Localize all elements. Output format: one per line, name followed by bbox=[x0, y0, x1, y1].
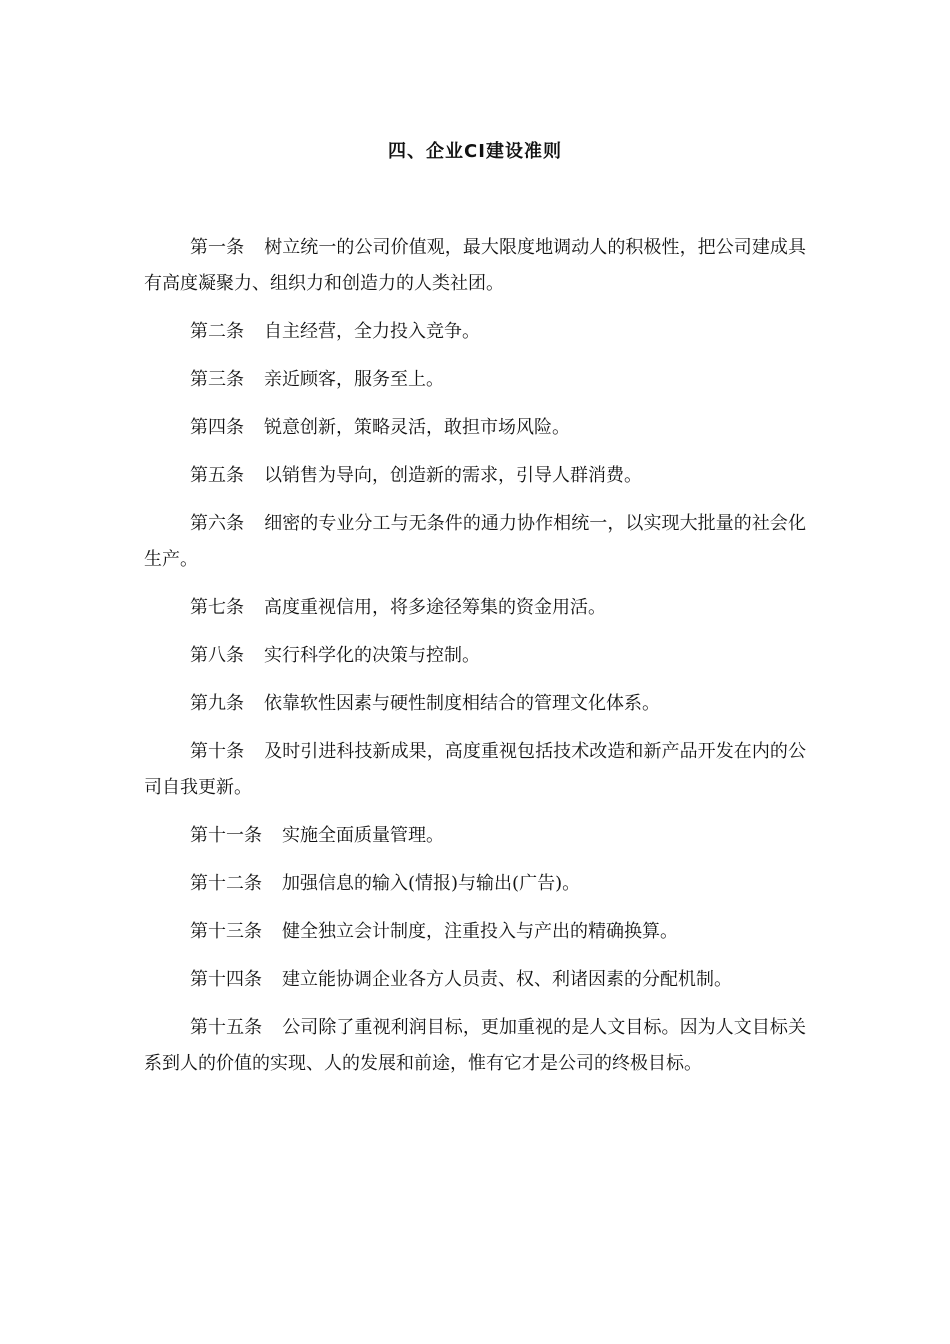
article-text: 树立统一的公司价值观，最大限度地调动人的积极性，把公司建成具有高度凝聚力、组织力和创造力的人类社团。 bbox=[144, 237, 806, 294]
article-number: 第四条 bbox=[190, 417, 244, 438]
article-number: 第八条 bbox=[190, 645, 244, 666]
article-number: 第十条 bbox=[190, 741, 245, 762]
article-text: 公司除了重视利润目标，更加重视的是人文目标。因为人文目标关系到人的价值的实现、人的发展和前途，惟有它才是公司的终极目标。 bbox=[144, 1017, 806, 1074]
article-text: 健全独立会计制度，注重投入与产出的精确换算。 bbox=[282, 921, 678, 942]
article-11 bbox=[144, 818, 806, 854]
article-text: 实施全面质量管理。 bbox=[282, 825, 444, 846]
article-9 bbox=[144, 686, 806, 722]
article-10 bbox=[144, 734, 806, 806]
article-number: 第二条 bbox=[190, 321, 244, 342]
article-6 bbox=[144, 506, 806, 578]
document-title: 四、企业CI建设准则 bbox=[388, 141, 562, 162]
article-number: 第三条 bbox=[190, 369, 244, 390]
article-14 bbox=[144, 962, 806, 998]
article-number: 第九条 bbox=[190, 693, 244, 714]
article-15 bbox=[144, 1010, 806, 1082]
article-2 bbox=[144, 314, 806, 350]
article-text: 细密的专业分工与无条件的通力协作相统一，以实现大批量的社会化生产。 bbox=[144, 513, 806, 570]
article-text: 亲近顾客，服务至上。 bbox=[264, 369, 444, 390]
article-number: 第十五条 bbox=[190, 1017, 263, 1038]
article-text: 以销售为导向，创造新的需求，引导人群消费。 bbox=[264, 465, 642, 486]
article-number: 第五条 bbox=[190, 465, 244, 486]
article-number: 第六条 bbox=[190, 513, 245, 534]
article-number: 第十一条 bbox=[190, 825, 262, 846]
article-number: 第十三条 bbox=[190, 921, 262, 942]
article-12 bbox=[144, 866, 806, 902]
article-7 bbox=[144, 590, 806, 626]
article-8 bbox=[144, 638, 806, 674]
article-number: 第十四条 bbox=[190, 969, 262, 990]
article-3 bbox=[144, 362, 806, 398]
article-5 bbox=[144, 458, 806, 494]
article-text: 建立能协调企业各方人员责、权、利诸因素的分配机制。 bbox=[282, 969, 732, 990]
article-text: 高度重视信用，将多途径筹集的资金用活。 bbox=[264, 597, 606, 618]
article-text: 锐意创新，策略灵活，敢担市场风险。 bbox=[264, 417, 570, 438]
article-text: 自主经营，全力投入竞争。 bbox=[264, 321, 480, 342]
article-number: 第十二条 bbox=[190, 873, 262, 894]
article-13 bbox=[144, 914, 806, 950]
article-text: 实行科学化的决策与控制。 bbox=[264, 645, 480, 666]
article-text: 依靠软性因素与硬性制度相结合的管理文化体系。 bbox=[264, 693, 660, 714]
articles-list bbox=[144, 230, 806, 1094]
article-number: 第七条 bbox=[190, 597, 244, 618]
article-text: 加强信息的输入(情报)与输出(广告)。 bbox=[282, 873, 581, 894]
article-4 bbox=[144, 410, 806, 446]
article-text: 及时引进科技新成果，高度重视包括技术改造和新产品开发在内的公司自我更新。 bbox=[144, 741, 806, 798]
article-1 bbox=[144, 230, 806, 302]
article-number: 第一条 bbox=[190, 237, 245, 258]
